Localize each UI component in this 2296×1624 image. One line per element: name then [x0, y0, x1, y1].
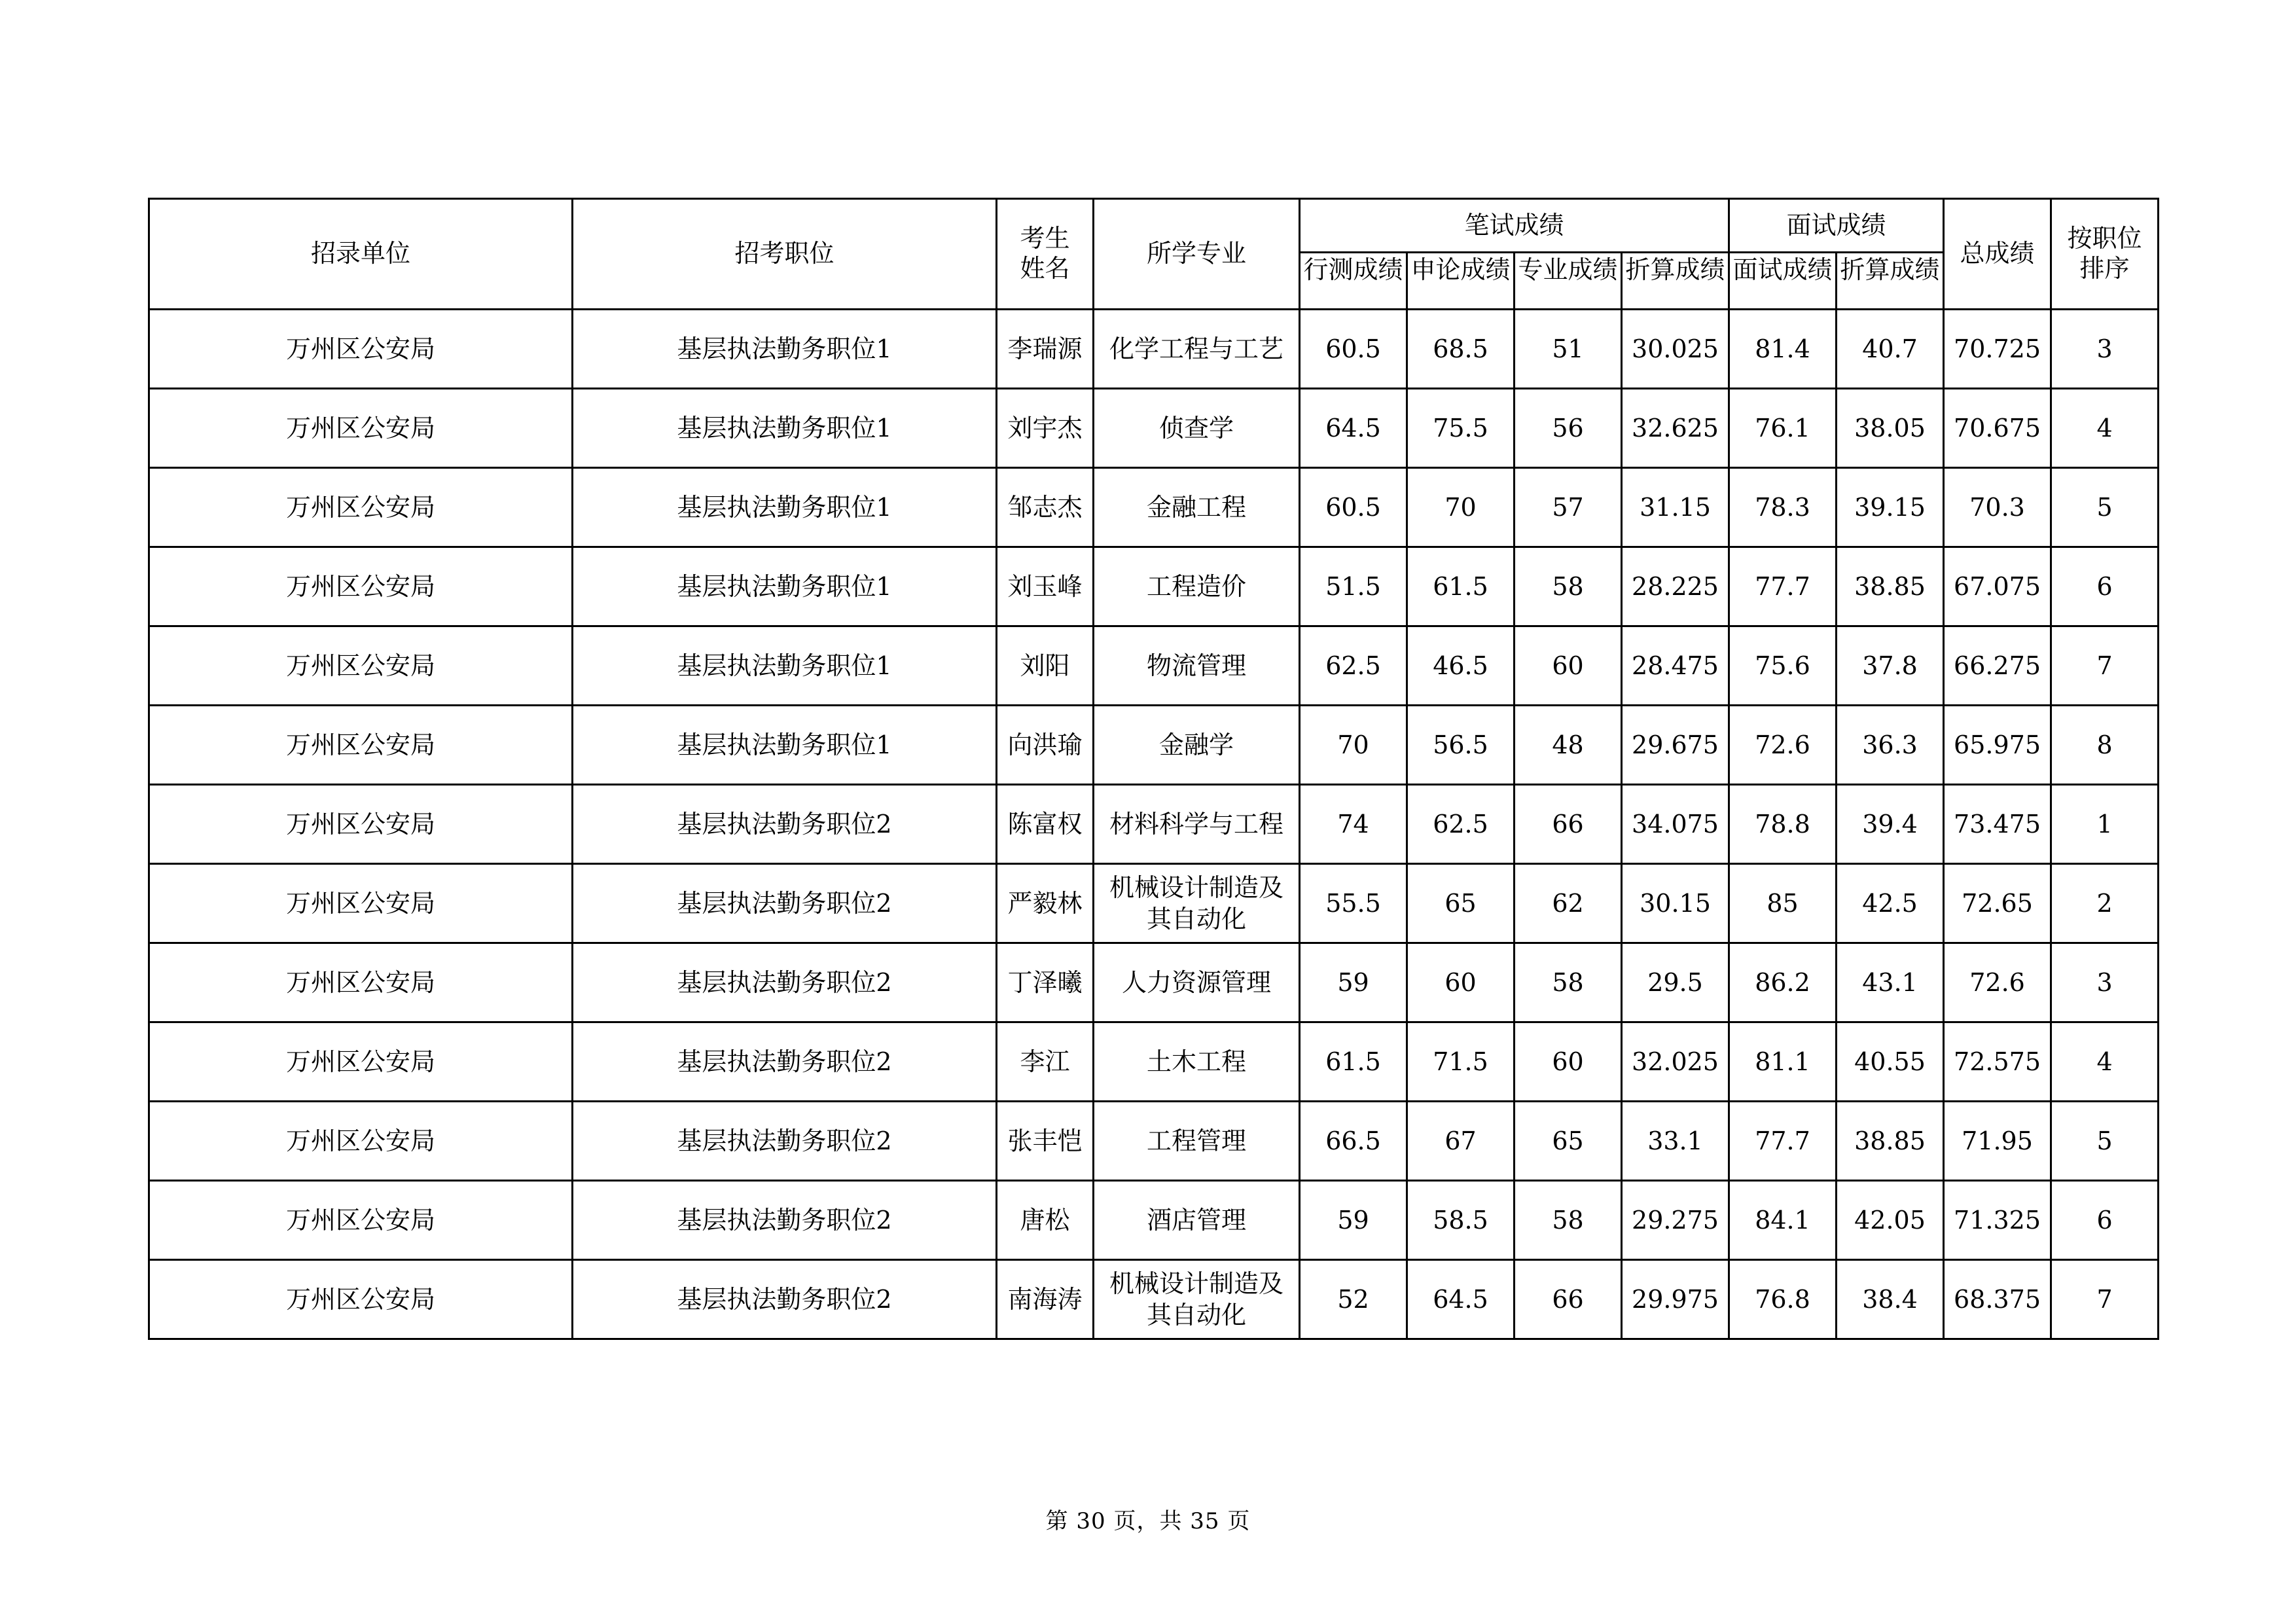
cell-interview-score: 77.7 [1729, 1102, 1837, 1181]
header-written: 笔试成绩 [1300, 199, 1729, 253]
cell-total: 71.325 [1944, 1181, 2051, 1260]
cell-interview-score: 78.8 [1729, 785, 1837, 864]
cell-position: 基层执法勤务职位2 [573, 785, 997, 864]
cell-zhuanye: 48 [1515, 706, 1622, 785]
cell-written-converted: 29.675 [1622, 706, 1729, 785]
cell-interview-score: 76.8 [1729, 1260, 1837, 1339]
header-shenlun-text: 申论成绩 [1410, 255, 1511, 284]
cell-total: 67.075 [1944, 547, 2051, 626]
header-interview-converted-text: 折算成绩 [1840, 255, 1940, 284]
cell-written-converted: 29.975 [1622, 1260, 1729, 1339]
cell-interview-converted: 40.7 [1837, 310, 1944, 389]
cell-position: 基层执法勤务职位1 [573, 389, 997, 468]
cell-major: 土木工程 [1094, 1022, 1300, 1102]
cell-zhuanye: 65 [1515, 1102, 1622, 1181]
cell-written-converted: 31.15 [1622, 468, 1729, 547]
cell-interview-converted: 38.85 [1837, 1102, 1944, 1181]
cell-xingce: 59 [1300, 943, 1407, 1022]
cell-interview-converted: 38.85 [1837, 547, 1944, 626]
cell-total: 68.375 [1944, 1260, 2051, 1339]
cell-unit: 万州区公安局 [149, 468, 573, 547]
table-body [149, 310, 2159, 1339]
cell-position: 基层执法勤务职位1 [573, 547, 997, 626]
cell-unit: 万州区公安局 [149, 626, 573, 706]
cell-major: 金融工程 [1094, 468, 1300, 547]
cell-name: 刘玉峰 [997, 547, 1094, 626]
cell-xingce: 66.5 [1300, 1102, 1407, 1181]
cell-xingce: 74 [1300, 785, 1407, 864]
cell-unit: 万州区公安局 [149, 547, 573, 626]
cell-unit: 万州区公安局 [149, 785, 573, 864]
cell-interview-score: 76.1 [1729, 389, 1837, 468]
cell-xingce: 70 [1300, 706, 1407, 785]
cell-zhuanye: 57 [1515, 468, 1622, 547]
cell-zhuanye: 60 [1515, 626, 1622, 706]
cell-name: 南海涛 [997, 1260, 1094, 1339]
cell-unit: 万州区公安局 [149, 864, 573, 943]
cell-zhuanye: 51 [1515, 310, 1622, 389]
cell-position: 基层执法勤务职位1 [573, 626, 997, 706]
cell-xingce: 62.5 [1300, 626, 1407, 706]
cell-xingce: 64.5 [1300, 389, 1407, 468]
cell-rank: 7 [2051, 626, 2159, 706]
cell-interview-score: 86.2 [1729, 943, 1837, 1022]
cell-unit: 万州区公安局 [149, 1102, 573, 1181]
cell-unit: 万州区公安局 [149, 943, 573, 1022]
cell-xingce: 55.5 [1300, 864, 1407, 943]
cell-shenlun: 58.5 [1407, 1181, 1515, 1260]
cell-interview-converted: 36.3 [1837, 706, 1944, 785]
cell-interview-converted: 39.15 [1837, 468, 1944, 547]
cell-position: 基层执法勤务职位2 [573, 1181, 997, 1260]
header-written-converted-text: 折算成绩 [1625, 255, 1725, 284]
cell-position: 基层执法勤务职位2 [573, 864, 997, 943]
cell-interview-score: 77.7 [1729, 547, 1837, 626]
table-row [149, 626, 2159, 706]
cell-position: 基层执法勤务职位1 [573, 468, 997, 547]
header-major: 所学专业 [1094, 199, 1300, 310]
cell-unit: 万州区公安局 [149, 1181, 573, 1260]
cell-name: 唐松 [997, 1181, 1094, 1260]
cell-major: 侦查学 [1094, 389, 1300, 468]
cell-name: 严毅林 [997, 864, 1094, 943]
table-row [149, 1102, 2159, 1181]
cell-written-converted: 29.275 [1622, 1181, 1729, 1260]
cell-rank: 6 [2051, 547, 2159, 626]
cell-rank: 5 [2051, 468, 2159, 547]
cell-total: 70.3 [1944, 468, 2051, 547]
table-row [149, 1022, 2159, 1102]
cell-zhuanye: 60 [1515, 1022, 1622, 1102]
table-row [149, 310, 2159, 389]
table-row [149, 468, 2159, 547]
cell-major: 酒店管理 [1094, 1181, 1300, 1260]
cell-zhuanye: 66 [1515, 1260, 1622, 1339]
table-row [149, 547, 2159, 626]
cell-total: 72.6 [1944, 943, 2051, 1022]
cell-written-converted: 30.025 [1622, 310, 1729, 389]
header-xingce-text: 行测成绩 [1303, 255, 1403, 284]
cell-total: 73.475 [1944, 785, 2051, 864]
cell-xingce: 60.5 [1300, 310, 1407, 389]
cell-unit: 万州区公安局 [149, 310, 573, 389]
cell-interview-score: 81.4 [1729, 310, 1837, 389]
cell-shenlun: 64.5 [1407, 1260, 1515, 1339]
cell-xingce: 61.5 [1300, 1022, 1407, 1102]
cell-rank: 1 [2051, 785, 2159, 864]
cell-written-converted: 33.1 [1622, 1102, 1729, 1181]
header-rank [2051, 199, 2159, 310]
cell-total: 70.675 [1944, 389, 2051, 468]
cell-zhuanye: 66 [1515, 785, 1622, 864]
cell-shenlun: 75.5 [1407, 389, 1515, 468]
cell-name: 李瑞源 [997, 310, 1094, 389]
cell-interview-score: 81.1 [1729, 1022, 1837, 1102]
cell-major: 机械设计制造及其自动化 [1094, 1260, 1300, 1339]
cell-position: 基层执法勤务职位2 [573, 1102, 997, 1181]
cell-total: 72.575 [1944, 1022, 2051, 1102]
cell-zhuanye: 56 [1515, 389, 1622, 468]
cell-major: 金融学 [1094, 706, 1300, 785]
header-rank-text: 按职位排序 [2067, 224, 2142, 283]
table-row [149, 389, 2159, 468]
cell-name: 刘阳 [997, 626, 1094, 706]
cell-written-converted: 30.15 [1622, 864, 1729, 943]
table-row [149, 706, 2159, 785]
cell-rank: 4 [2051, 1022, 2159, 1102]
cell-rank: 8 [2051, 706, 2159, 785]
cell-shenlun: 56.5 [1407, 706, 1515, 785]
header-xingce [1300, 253, 1407, 310]
cell-interview-score: 84.1 [1729, 1181, 1837, 1260]
cell-xingce: 51.5 [1300, 547, 1407, 626]
cell-shenlun: 62.5 [1407, 785, 1515, 864]
cell-rank: 3 [2051, 310, 2159, 389]
table-row [149, 1181, 2159, 1260]
cell-total: 72.65 [1944, 864, 2051, 943]
cell-name: 张丰恺 [997, 1102, 1094, 1181]
header-interview-converted [1837, 253, 1944, 310]
cell-position: 基层执法勤务职位2 [573, 1022, 997, 1102]
cell-major: 工程管理 [1094, 1102, 1300, 1181]
cell-name: 陈富权 [997, 785, 1094, 864]
cell-unit: 万州区公安局 [149, 1022, 573, 1102]
cell-position: 基层执法勤务职位1 [573, 310, 997, 389]
cell-zhuanye: 58 [1515, 943, 1622, 1022]
header-interview: 面试成绩 [1729, 199, 1944, 253]
table-row [149, 864, 2159, 943]
cell-shenlun: 46.5 [1407, 626, 1515, 706]
cell-xingce: 60.5 [1300, 468, 1407, 547]
cell-major: 人力资源管理 [1094, 943, 1300, 1022]
cell-interview-converted: 37.8 [1837, 626, 1944, 706]
cell-interview-score: 78.3 [1729, 468, 1837, 547]
cell-written-converted: 28.225 [1622, 547, 1729, 626]
header-interview-score-text: 面试成绩 [1732, 255, 1833, 284]
cell-name: 刘宇杰 [997, 389, 1094, 468]
score-table [148, 198, 2159, 1340]
cell-shenlun: 60 [1407, 943, 1515, 1022]
cell-zhuanye: 58 [1515, 547, 1622, 626]
cell-name: 李江 [997, 1022, 1094, 1102]
header-total: 总成绩 [1944, 199, 2051, 310]
cell-unit: 万州区公安局 [149, 389, 573, 468]
table-row [149, 785, 2159, 864]
header-zhuanye-text: 专业成绩 [1518, 255, 1618, 284]
header-interview-score [1729, 253, 1837, 310]
cell-name: 丁泽曦 [997, 943, 1094, 1022]
cell-name: 邹志杰 [997, 468, 1094, 547]
cell-position: 基层执法勤务职位1 [573, 706, 997, 785]
cell-total: 71.95 [1944, 1102, 2051, 1181]
cell-major: 材料科学与工程 [1094, 785, 1300, 864]
cell-interview-converted: 40.55 [1837, 1022, 1944, 1102]
cell-xingce: 52 [1300, 1260, 1407, 1339]
table-row [149, 1260, 2159, 1339]
cell-zhuanye: 58 [1515, 1181, 1622, 1260]
header-unit: 招录单位 [149, 199, 573, 310]
cell-written-converted: 34.075 [1622, 785, 1729, 864]
cell-position: 基层执法勤务职位2 [573, 1260, 997, 1339]
cell-written-converted: 28.475 [1622, 626, 1729, 706]
cell-rank: 2 [2051, 864, 2159, 943]
cell-rank: 4 [2051, 389, 2159, 468]
cell-interview-score: 72.6 [1729, 706, 1837, 785]
cell-written-converted: 32.625 [1622, 389, 1729, 468]
cell-position: 基层执法勤务职位2 [573, 943, 997, 1022]
cell-zhuanye: 62 [1515, 864, 1622, 943]
cell-interview-score: 85 [1729, 864, 1837, 943]
cell-rank: 6 [2051, 1181, 2159, 1260]
cell-major: 物流管理 [1094, 626, 1300, 706]
cell-unit: 万州区公安局 [149, 1260, 573, 1339]
cell-xingce: 59 [1300, 1181, 1407, 1260]
header-row-1 [149, 199, 2159, 253]
cell-shenlun: 70 [1407, 468, 1515, 547]
cell-rank: 5 [2051, 1102, 2159, 1181]
cell-rank: 7 [2051, 1260, 2159, 1339]
cell-shenlun: 67 [1407, 1102, 1515, 1181]
cell-interview-converted: 38.4 [1837, 1260, 1944, 1339]
header-position: 招考职位 [573, 199, 997, 310]
cell-interview-converted: 39.4 [1837, 785, 1944, 864]
header-name [997, 199, 1094, 310]
cell-name: 向洪瑜 [997, 706, 1094, 785]
cell-shenlun: 65 [1407, 864, 1515, 943]
cell-unit: 万州区公安局 [149, 706, 573, 785]
cell-total: 70.725 [1944, 310, 2051, 389]
header-written-converted [1622, 253, 1729, 310]
cell-written-converted: 32.025 [1622, 1022, 1729, 1102]
cell-total: 66.275 [1944, 626, 2051, 706]
table-row [149, 943, 2159, 1022]
cell-interview-score: 75.6 [1729, 626, 1837, 706]
cell-rank: 3 [2051, 943, 2159, 1022]
cell-shenlun: 61.5 [1407, 547, 1515, 626]
cell-total: 65.975 [1944, 706, 2051, 785]
cell-interview-converted: 38.05 [1837, 389, 1944, 468]
cell-interview-converted: 43.1 [1837, 943, 1944, 1022]
cell-interview-converted: 42.5 [1837, 864, 1944, 943]
cell-shenlun: 68.5 [1407, 310, 1515, 389]
header-shenlun [1407, 253, 1515, 310]
page-footer: 第 30 页，共 35 页 [1045, 1508, 1251, 1534]
cell-major: 工程造价 [1094, 547, 1300, 626]
cell-written-converted: 29.5 [1622, 943, 1729, 1022]
cell-shenlun: 71.5 [1407, 1022, 1515, 1102]
cell-interview-converted: 42.05 [1837, 1181, 1944, 1260]
cell-major: 化学工程与工艺 [1094, 310, 1300, 389]
header-zhuanye [1515, 253, 1622, 310]
header-name-text: 考生姓名 [1020, 224, 1070, 283]
cell-major: 机械设计制造及其自动化 [1094, 864, 1300, 943]
